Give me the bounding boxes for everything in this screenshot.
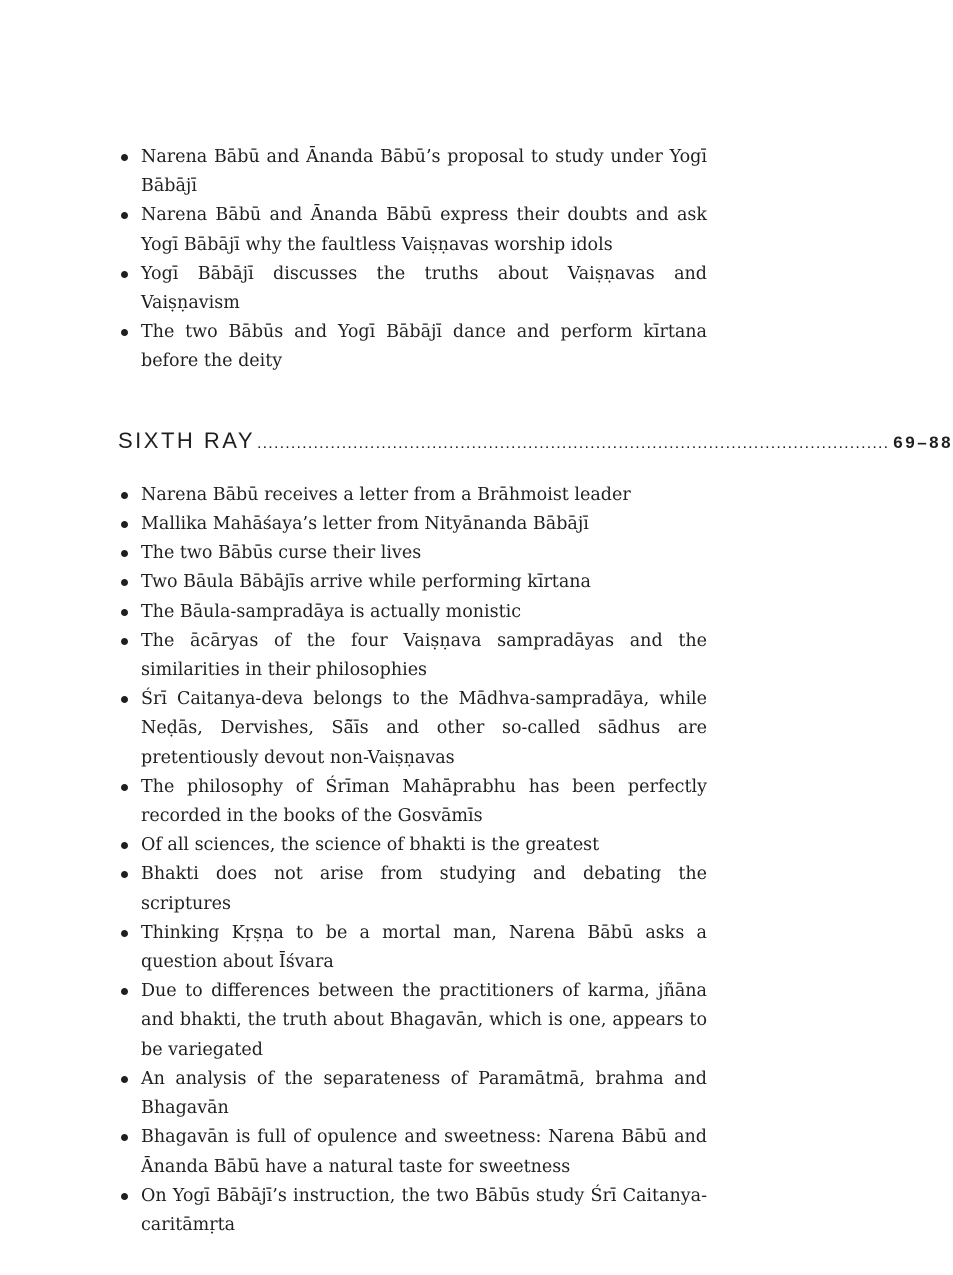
list-item: Narena Bābū and Ānanda Bābū express their doubts and ask Yogī Bābājī why the faultless Vaiṣṇavas worship idols — [118, 201, 707, 259]
list-item: Narena Bābū receives a letter from a Brāhmoist leader — [118, 481, 707, 510]
list-item: The two Bābūs and Yogī Bābājī dance and perform kīrtana before the deity — [118, 318, 707, 376]
contents-page — [118, 143, 953, 1240]
list-item: Two Bāula Bābājīs arrive while performing kīrtana — [118, 568, 707, 597]
list-item: An analysis of the separateness of Paramātmā, brahma and Bhagavān — [118, 1065, 707, 1123]
list-item: Thinking Kṛṣṇa to be a mortal man, Narena Bābū asks a question about Īśvara — [118, 919, 707, 977]
list-item: The Bāula-sampradāya is actually monistic — [118, 598, 707, 627]
list-item: On Yogī Bābājī’s instruction, the two Bābūs study Śrī Caitanya-caritāmṛta — [118, 1182, 707, 1240]
list-item: The ācāryas of the four Vaiṣṇava sampradāyas and the similarities in their philosophies — [118, 627, 707, 685]
section-title: SIXTH RAY — [118, 427, 256, 453]
dot-leader: ................................................................................................................ — [257, 434, 890, 452]
section-heading — [118, 426, 953, 458]
list-item: The two Bābūs curse their lives — [118, 539, 707, 568]
list-item: Yogī Bābājī discusses the truths about Vaiṣṇavas and Vaiṣṇavism — [118, 260, 707, 318]
list-item: Due to differences between the practitioners of karma, jñāna and bhakti, the truth about Bhagavān, which is one, appears to be variegated — [118, 977, 707, 1065]
fifth-ray-topic-list — [118, 143, 707, 377]
list-item: Narena Bābū and Ānanda Bābū’s proposal to study under Yogī Bābājī — [118, 143, 707, 201]
list-item: Bhakti does not arise from studying and debating the scriptures — [118, 860, 707, 918]
list-item: The philosophy of Śrīman Mahāprabhu has been perfectly recorded in the books of the Gosvāmīs — [118, 773, 707, 831]
list-item: Mallika Mahāśaya’s letter from Nityānanda Bābājī — [118, 510, 707, 539]
list-item: Śrī Caitanya-deva belongs to the Mādhva-sampradāya, while Neḍās, Dervishes, Sā̃īs and other so-called sādhus are pretentiously devout non-Vaiṣṇavas — [118, 685, 707, 773]
page-range: 69–88 — [893, 432, 953, 452]
sixth-ray-topic-list — [118, 481, 707, 1240]
list-item: Of all sciences, the science of bhakti is the greatest — [118, 831, 707, 860]
list-item: Bhagavān is full of opulence and sweetness: Narena Bābū and Ānanda Bābū have a natural taste for sweetness — [118, 1123, 707, 1181]
